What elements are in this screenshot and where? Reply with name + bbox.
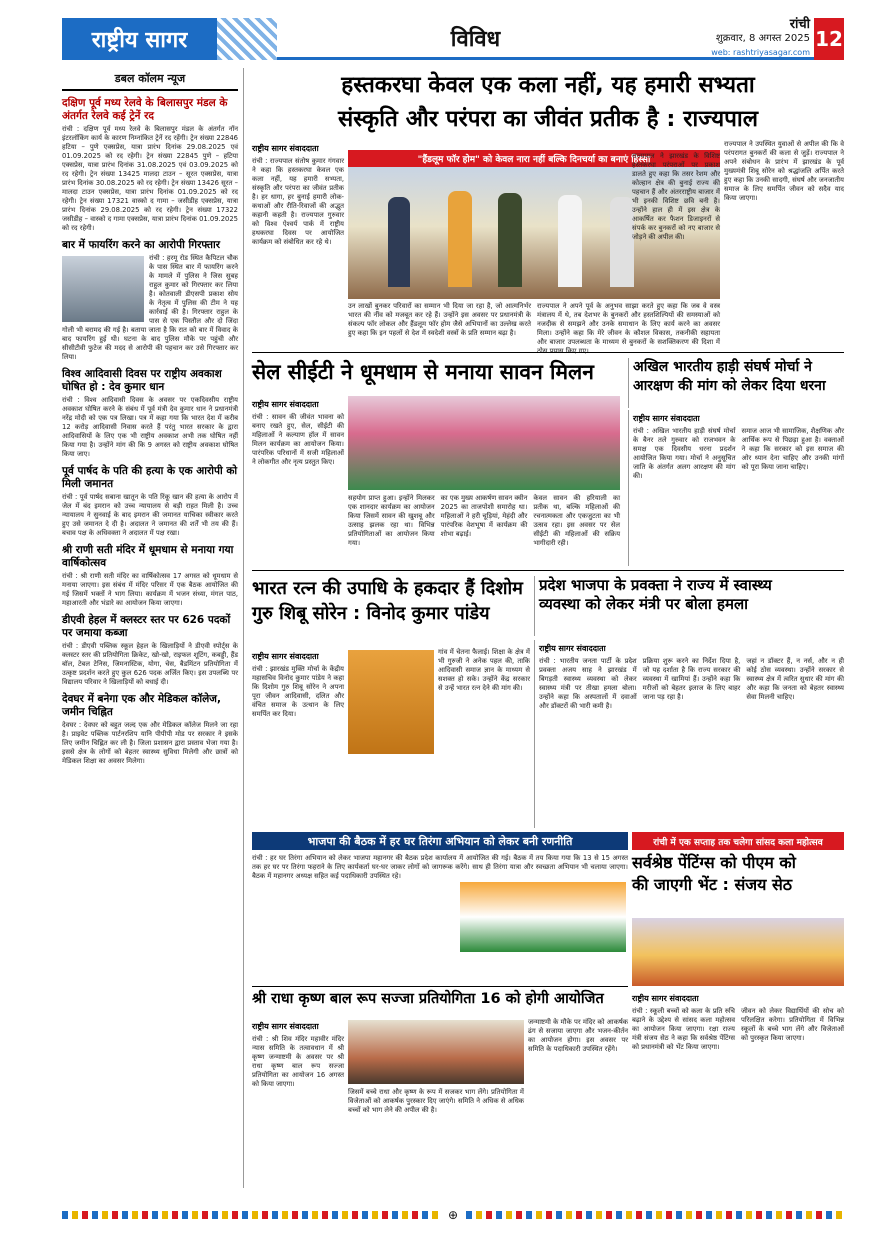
aarakshan-body — [628, 410, 844, 566]
dishom-col-2 — [438, 648, 530, 828]
registration-mark-icon: ⊕ — [447, 1208, 459, 1222]
painting-body — [632, 990, 844, 1196]
left-item-text: रांची : पूर्व पार्षद सबाना खातून के पति रिंकू खान की हत्या के आरोप में जेल में बंद इमरान को उच्च न्यायालय से बड़ी राहत मिली है। उच्च न्यायालय ने सुनवाई के बाद इमरान की जमानत याचिका स्वीकार करते हुए उसे जमानत दे दी है। अदालत ने जमानत की शर्तें भी तय की हैं। बचाव पक्ष के अधिवक्ता ने अदालत में पक्ष रखा। — [62, 493, 238, 537]
dishom-headline — [252, 576, 528, 646]
left-item-title: श्री राणी सती मंदिर में धूमधाम से मनाया गया वार्षिकोत्सव — [62, 544, 234, 569]
left-item-title: पूर्व पार्षद के पति की हत्या के एक आरोपी को मिली जमानत — [62, 465, 238, 490]
aarakshan-text-2: समाज आज भी सामाजिक, शैक्षणिक और आर्थिक रूप से पिछड़ा हुआ है। वक्ताओं ने कहा कि सरकार को इस समाज की ओर ध्यान देना चाहिए और उनकी मांगों को पूरा किया जाना चाहिए। — [741, 427, 844, 471]
masthead — [62, 18, 814, 60]
city: रांची — [789, 17, 810, 32]
footer — [62, 1206, 844, 1224]
left-item-title: डीएवी हेहल में क्लस्टर स्तर पर 626 पदकों पर जमाया कब्जा — [62, 614, 231, 639]
sawan-col-1 — [252, 396, 344, 564]
divider — [252, 570, 844, 571]
lead-headline — [252, 68, 844, 136]
lead-text-3: राज्यपाल ने अपने पूर्व के अनुभव साझा करते हुए कहा कि जब वे वस्त्र मंत्रालय में थे, तब देशभर के बुनकरों और हस्तशिल्पियों की समस्याओं को नजदीक से समझने और उनके समाधान के लिए कार्य करने का अवसर मिला। उन्होंने कहा कि मेरे जीवन के कौशल विकास, तकनीकी सहायता और बाजार उपलब्धता के माध्यम से बुनकरों के सशक्तिकरण की दिशा में ठोस प्रयास किए गए। — [537, 302, 720, 355]
painting-photo — [632, 918, 844, 986]
website: web: rashtriyasagar.com — [711, 48, 810, 57]
radha-title: श्री राधा कृष्ण बाल रूप सज्जा प्रतियोगिता 16 को होगी आयोजित — [252, 991, 604, 1007]
bjp-text-1: रांची : भारतीय जनता पार्टी के प्रदेश प्रवक्ता अजय साह ने झारखंड में बिगड़ती स्वास्थ्य व्यवस्था को लेकर स्वास्थ्य मंत्री पर तीखा हमला बोला। उन्होंने कहा कि अस्पतालों में दवाओं और डॉक्टरों की भारी कमी है। — [539, 657, 637, 710]
footer-dots-left — [62, 1211, 440, 1219]
left-item-title: बार में फायरिंग करने का आरोपी गिरफ्तार — [62, 239, 221, 251]
aarakshan-headline — [628, 358, 844, 408]
tiranga-photo — [460, 882, 626, 952]
footer-dots-right — [466, 1211, 844, 1219]
left-item-title: दक्षिण पूर्व मध्य रेलवे के बिलासपुर मंडल के अंतर्गत रेलवे कई ट्रेनें रद — [62, 97, 228, 122]
byline: राष्ट्रीय सागर संवाददाता — [252, 144, 319, 153]
masthead-pattern — [217, 18, 277, 60]
left-item-text: रांची : विश्व आदिवासी दिवस के अवसर पर एकदिवसीय राष्ट्रीय अवकाश घोषित करने के संबंध में पूर्व मंत्री देव कुमार धान ने प्रधानमंत्री नरेंद्र मोदी को एक पत्र लिखा। पत्र में कहा गया कि भारत देश में करीब 12 करोड़ आदिवासी निवास करते हैं परंतु भारत सरकार के द्वारा आदिवासियों के लिए एक भी राष्ट्रीय अवकाश अभी तक घोषित नहीं किया गया है। उन्होंने मांग की कि 9 अगस्त को राष्ट्रीय अवकाश घोषित किया जाए। — [62, 396, 238, 458]
dishom-title-line1: भारत रत्न की उपाधि के हकदार हैं दिशोम — [252, 578, 523, 599]
left-item-text: रांची : हरमू रोड स्थित कैपिटल चौक के पास स्थित बार में फायरिंग करने के मामले में पुलिस ने जिस सुबह राहुल कुमार को गिरफ्तार कर लिया है। कोतवाली डीएसपी प्रकाश सोय के नेतृत्व में पुलिस की टीम ने यह कार्रवाई की है। गिरफ्तार राहुल के पास से एक पिस्तौल और दो जिंदा गोली भी बरामद की गई है। बताया जाता है कि रात को बार में विवाद के बाद फायरिंग हुई थी। घटना के बाद पुलिस मौके पर पहुंची और सीसीटीवी फुटेज की मदद से आरोपी की पहचान कर उसे गिरफ्तार कर लिया। — [62, 254, 238, 361]
double-column-header: डबल कॉलम न्यूज — [62, 68, 238, 91]
left-item-text: रांची : डीएवी पब्लिक स्कूल हेहल के खिलाड़ियों ने डीएवी स्पोर्ट्स के क्लस्टर स्तर की प्रतियोगिता क्रिकेट, खो-खो, राइफल शूटिंग, कबड्डी, हैंड बॉल, टेबल टेनिस, जिमनास्टिक, योगा, चेस, बैडमिंटन प्रतियोगिता में उत्कृष्ट प्रदर्शन करते हुए कुल 626 पदक अर्जित किए। इस उपलब्धि पर विद्यालय परिवार ने खिलाड़ियों को बधाई दी। — [62, 642, 238, 686]
left-column — [62, 68, 244, 1188]
sawan-text-4: केवल सावन की हरियाली का प्रतीक था, बल्कि महिलाओं की रचनात्मकता और एकजुटता का भी उत्सव रहा। इस अवसर पर सेल सीईटी की महिलाओं की सक्रिय भागीदारी रही। — [533, 494, 621, 547]
lead-headline-line2: संस्कृति और परंपरा का जीवंत प्रतीक है : राज्यपाल — [337, 106, 759, 132]
tiranga-body — [252, 854, 628, 882]
painting-headline — [632, 852, 844, 918]
lead-photo-caption: "हैंडलूम फॉर होम" को केवल नारा नहीं बल्कि दिनचर्या का बनाएं हिस्सा — [348, 150, 720, 167]
paper-name: राष्ट्रीय सागर — [62, 18, 217, 60]
painting-text-2: जीवन को लेकर विद्यार्थियों की सोच को परिलक्षित करेगा। प्रतियोगिता में विभिन्न स्कूलों के बच्चे भाग लेंगे और विजेताओं को पुरस्कृत किया जाएगा। — [741, 1007, 844, 1042]
aarakshan-text-1: रांची : अखिल भारतीय हाड़ी संघर्ष मोर्चा के बैनर तले गुरुवार को राजभवन के समक्ष एक दिवसीय धरना प्रदर्शन आयोजित किया गया। मोर्चा ने अनुसूचित जाति के अंतर्गत अलग आरक्षण की मांग की। — [633, 427, 736, 480]
lead-col-4 — [632, 152, 720, 348]
radha-text-1: रांची : श्री शिव मंदिर महावीर मंदिर न्यास समिति के तत्वावधान में श्री कृष्ण जन्माष्टमी के अवसर पर श्री राधा कृष्ण बाल रूप सज्जा प्रतियोगिता का आयोजन 16 अगस्त को किया जाएगा। — [252, 1035, 344, 1088]
lead-headline-line1: हस्तकरघा केवल एक कला नहीं, यह हमारी सभ्यता — [341, 72, 755, 98]
sawan-text-3: का एक मुख्य आकर्षण सावन क्वीन 2025 का ताजपोशी समारोह था। महिलाओं ने हरी चूड़ियां, मेहंदी और पारंपरिक वेशभूषा में कार्यक्रम की शोभा बढ़ाई। — [440, 494, 528, 538]
bjp-body — [534, 640, 844, 828]
news-photo — [62, 256, 144, 322]
byline: राष्ट्रीय सागर संवाददाता — [252, 1022, 319, 1031]
sawan-title: सेल सीईटी ने धूमधाम से मनाया सावन मिलन — [252, 360, 594, 384]
date: शुक्रवार, 8 अगस्त 2025 — [715, 33, 810, 44]
radha-photo — [348, 1020, 524, 1084]
dishom-text-2: गांव में चेतना फैलाई। शिक्षा के क्षेत्र में भी गुरुजी ने अनेक पहल की, ताकि आदिवासी समाज ज्ञान के माध्यम से सशक्त हो सके। उन्होंने केंद्र सरकार से उन्हें भारत रत्न देने की मांग की। — [438, 648, 530, 692]
left-item-title: विश्व आदिवासी दिवस पर राष्ट्रीय अवकाश घोषित हो : देव कुमार धान — [62, 368, 222, 393]
painting-title-line1: सर्वश्रेष्ठ पेंटिंग्स को पीएम को — [632, 853, 796, 872]
bjp-text-2: प्रक्रिया शुरू करने का निर्देश दिया है, जो यह दर्शाता है कि राज्य सरकार की व्यवस्था में खामियां हैं। उन्होंने कहा कि मरीजों को बेहतर इलाज के लिए बाहर जाना पड़ रहा है। — [642, 657, 741, 701]
lead-text-5: राज्यपाल ने उपस्थित युवाओं से अपील की कि वे परंपरागत बुनकरों की कला से जुड़ें। राज्यपाल ने अपने संबोधन के प्रारंभ में झारखंड के पूर्व मुख्यमंत्री शिबू सोरेन को श्रद्धांजलि अर्पित करते हुए कहा कि उनकी सादगी, संघर्ष और जनजातीय समाज के लिए समर्पित जीवन को सदैव याद किया जाएगा। — [724, 140, 844, 202]
dishom-title-line2: गुरु शिबू सोरेन : विनोद कुमार पांडेय — [252, 603, 490, 624]
tiranga-text: रांची : हर घर तिरंगा अभियान को लेकर भाजपा महानगर की बैठक प्रदेश कार्यालय में आयोजित की गई। बैठक में तय किया गया कि 13 से 15 अगस्त तक हर घर पर तिरंगा फहराने के लिए कार्यकर्ता घर-घर जाकर लोगों को जागरूक करेंगे। साथ ही तिरंगा यात्रा और स्वच्छता अभियान भी चलाया जाएगा। बैठक में महानगर अध्यक्ष सहित कई पदाधिकारी उपस्थित रहे। — [252, 854, 628, 880]
tiranga-title: भाजपा की बैठक में हर घर तिरंगा अभियान को लेकर बनी रणनीति — [252, 832, 628, 850]
lead-col-1 — [252, 140, 344, 330]
sawan-text-2: सहयोग प्राप्त हुआ। इन्होंने मिलकर एक शानदार कार्यक्रम का आयोजन किया जिसमें सावन की खुशबू और उत्साह झलक रहा था। विभिन्न प्रतियोगिताओं का आयोजन किया गया। — [348, 494, 435, 547]
dishom-text-1: रांची : झारखंड मुक्ति मोर्चा के केंद्रीय महासचिव विनोद कुमार पांडेय ने कहा कि दिशोम गुरु शिबू सोरेन ने अपना पूरा जीवन आदिवासी, दलित और वंचित समाज के उत्थान के लिए समर्पित कर दिया। — [252, 665, 344, 718]
radha-col-1 — [252, 1018, 344, 1198]
left-item-text: देवघर : देवघर को बहुत जल्द एक और मेडिकल कॉलेज मिलने जा रहा है। प्राइवेट पब्लिक पार्टनरशिप यानि पीपीपी मोड पर सरकार ने इसके लिए जमीन चिह्नित कर ली है। जिला प्रशासन द्वारा प्रस्ताव भेजा गया है। इससे क्षेत्र के लोगों को बेहतर स्वास्थ्य सुविधा मिलेगी और छात्रों को मेडिकल शिक्षा का अवसर मिलेगा। — [62, 721, 238, 765]
radha-col-3 — [528, 1018, 628, 1198]
radha-text-2: जिसमें बच्चे राधा और कृष्ण के रूप में सजकर भाग लेंगे। प्रतियोगिता में विजेताओं को आकर्षक पुरस्कार दिए जाएंगे। समिति ने अधिक से अधिक बच्चों को भाग लेने की अपील की है। — [348, 1088, 524, 1114]
byline: राष्ट्रीय सागर संवाददाता — [252, 400, 319, 409]
sawan-text-1: रांची : सावन की जीवंत भावना को बनाए रखते हुए, सेल, सीईटी की महिलाओं ने कल्याण हॉल में सावन मिलन कार्यक्रम का आयोजन किया। पारंपरिक परिधानों में सजी महिलाओं ने लोकगीत और नृत्य प्रस्तुत किए। — [252, 413, 344, 466]
painting-title-line2: की जाएगी भेंट : संजय सेठ — [632, 875, 793, 894]
section-title: विविध — [277, 18, 674, 60]
lead-col-5 — [724, 140, 844, 348]
byline: राष्ट्रीय सागर संवाददाता — [632, 994, 699, 1003]
lead-text-1: रांची : राज्यपाल संतोष कुमार गंगवार ने कहा कि हस्तकरघा केवल एक कला नहीं, यह हमारी सभ्यता, संस्कृति और परंपरा का जीवंत प्रतीक है। हर धागा, हर बुनाई हमारी लोक-कथाओं और रीति-रिवाजों की अद्भुत कहानी कहती है। राज्यपाल गुरुवार को विश्व ऐश्वर्य पार्क में राष्ट्रीय हथकरघा दिवस पर आयोजित कार्यक्रम को संबोधित कर रहे थे। — [252, 157, 344, 246]
left-item-title: देवघर में बनेगा एक और मेडिकल कॉलेज, जमीन चिह्नित — [62, 693, 221, 718]
byline: राष्ट्रीय सागर संवाददाता — [252, 652, 319, 661]
aarakshan-title: अखिल भारतीय हाड़ी संघर्ष मोर्चा ने आरक्षण की मांग को लेकर दिया धरना — [633, 359, 826, 394]
radha-headline — [252, 990, 628, 1016]
sawan-photo — [348, 396, 620, 490]
radha-col-2 — [348, 1088, 524, 1198]
bjp-headline — [534, 576, 844, 636]
page-number: 12 — [814, 18, 844, 60]
lead-text-2: उन लाखों बुनकर परिवारों का सम्मान भी दिया जा रहा है, जो आत्मनिर्भर भारत की नींव को मजबूत कर रहे हैं। उन्होंने इस अवसर पर प्रधानमंत्री के संकल्प फॉर लोकल और हैंडलूम फॉर होम जैसे अभियानों का उल्लेख करते हुए कहा कि इन पहलों से देश में स्वदेशी वस्त्रों के प्रति सम्मान बढ़ा है। — [348, 302, 531, 337]
left-item-text: रांची : दक्षिण पूर्व मध्य रेलवे के बिलासपुर मंडल के अंतर्गत नॉन इंटरलॉकिंग कार्य के कारण निम्नांकित ट्रेनें रद रहेंगी। ट्रेन संख्या 22846 हटिया – पुणे एक्सप्रेस, यात्रा प्रारंभ दिनांक 29.08.2025 एवं 01.09.2025 को रद रहेगी। ट्रेन संख्या 22845 पुणे – हटिया एक्सप्रेस, यात्रा प्रारंभ दिनांक 31.08.2025 एवं 03.09.2025 को रद रहेगी। ट्रेन संख्या 13425 मालदा टाउन – सूरत एक्सप्रेस, यात्रा प्रारंभ दिनांक 30.08.2025 को रद रहेगी। ट्रेन संख्या 13426 सूरत – मालदा टाउन एक्सप्रेस, यात्रा प्रारंभ दिनांक 01.09.2025 को रद रहेगी। ट्रेन संख्या 17321 वास्को द गामा – जसीडीह एक्सप्रेस, यात्रा प्रारंभ दिनांक 29.08.2025 को रद रहेगी। ट्रेन संख्या 17322 जसीडीह – वास्को द गामा एक्सप्रेस, यात्रा प्रारंभ दिनांक 01.09.2025 को रद रहेगी। — [62, 125, 238, 232]
lead-text-4: राज्यपाल ने झारखंड के विशिष्ट हस्तकरघा परंपराओं पर प्रकाश डालते हुए कहा कि तसर रेशम और कोल्हान क्षेत्र की बुनाई राज्य की पहचान हैं और अंतरराष्ट्रीय बाजार में भी इनकी विशिष्ट छवि बनी है। उन्होंने हाल ही में इस क्षेत्र के आकर्षित कर फैशन डिजाइनरों से संपर्क कर बुनकरों को नए बाजार से जोड़ने की अपील की। — [632, 152, 720, 241]
bjp-title-line2: व्यवस्था को लेकर मंत्री पर बोला हमला — [539, 595, 749, 613]
bjp-title-line1: प्रदेश भाजपा के प्रवक्ता ने राज्य में स्वास्थ्य — [539, 576, 772, 594]
bjp-text-3: जहां न डॉक्टर हैं, न नर्स, और न ही कोई ठोस व्यवस्था। उन्होंने सरकार से स्वास्थ्य क्षेत्र में त्वरित सुधार की मांग की और कहा कि जनता को बेहतर स्वास्थ्य सेवा मिलनी चाहिए। — [746, 657, 845, 701]
masthead-info — [674, 18, 814, 60]
byline: राष्ट्रीय सागर संवाददाता — [633, 414, 700, 423]
painting-text-1: रांची : स्कूली बच्चों को कला के प्रति रुचि बढ़ाने के उद्देश्य से सांसद कला महोत्सव का आयोजन किया जाएगा। रक्षा राज्य मंत्री संजय सेठ ने कहा कि सर्वश्रेष्ठ पेंटिंग्स को प्रधानमंत्री को भेंट किया जाएगा। — [632, 1007, 735, 1051]
sawan-lower-cols — [348, 494, 620, 566]
dishom-col-1 — [252, 648, 344, 828]
speaker-photo — [348, 650, 434, 754]
sawan-headline — [252, 358, 622, 392]
left-item-text: रांची : श्री राणी सती मंदिर का वार्षिकोत्सव 17 अगस्त को धूमधाम से मनाया जाएगा। इस संबंध में मंदिर परिसर में एक बैठक आयोजित की गई जिसमें भक्तों ने भाग लिया। कार्यक्रम में भजन संध्या, मंगल पाठ, महाआरती और भंडारे का आयोजन किया जाएगा। — [62, 572, 238, 607]
painting-kicker: रांची में एक सप्ताह तक चलेगा सांसद कला महोत्सव — [632, 832, 844, 850]
divider — [252, 352, 844, 353]
radha-text-3: जन्माष्टमी के मौके पर मंदिर को आकर्षक ढंग से सजाया जाएगा और भजन-कीर्तन का आयोजन होगा। इस अवसर पर समिति के पदाधिकारी उपस्थित रहेंगे। — [528, 1018, 628, 1053]
divider — [252, 986, 628, 987]
byline: राष्ट्रीय सागर संवाददाता — [539, 644, 606, 653]
